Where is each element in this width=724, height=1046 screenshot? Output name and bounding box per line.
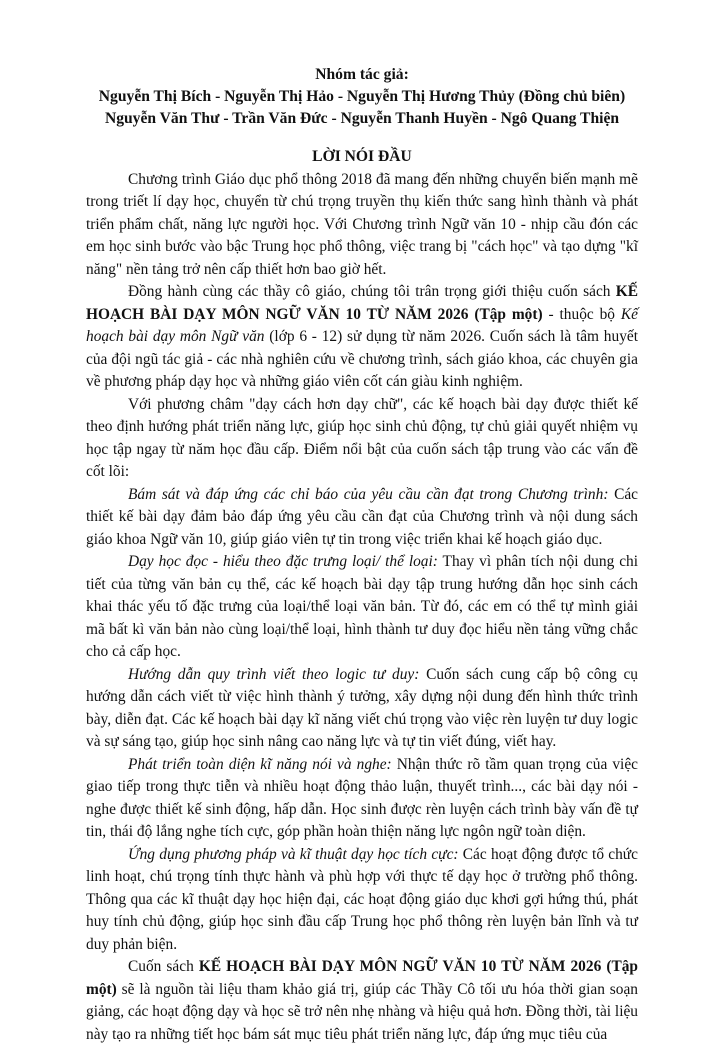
paragraph-2-text-a: Đồng hành cùng các thầy cô giáo, chúng tôi trân trọng giới thiệu cuốn sách	[128, 283, 616, 300]
book-title-bold-2: KẾ HOẠCH BÀI DẠY MÔN NGỮ VĂN 10 TỪ NĂM 2026 (Tập một)	[86, 958, 638, 998]
paragraph-3	[86, 394, 638, 484]
page-title: LỜI NÓI ĐẦU	[312, 148, 412, 165]
point-4-text: Nhận thức rõ tầm quan trọng của việc giao tiếp trong thực tiễn và nhiều hoạt động thảo luận, thuyết trình..., các bài dạy nói - nghe được thiết kế sinh động, hấp dẫn. Học sinh được rèn luyện cách trình bày vấn đề tự tin, thái độ lắng nghe tích cực, góp phần hoàn thiện năng lực ngôn ngữ toàn diện.	[86, 755, 638, 840]
paragraph-1	[86, 169, 638, 282]
point-4-heading: Phát triển toàn diện kĩ năng nói và nghe:	[128, 755, 392, 773]
paragraph-2-text-b: - thuộc bộ	[542, 305, 621, 323]
paragraph-7	[86, 754, 638, 844]
paragraph-9-text-a: Cuốn sách	[128, 958, 199, 975]
paragraph-9-text-b: sẽ là nguồn tài liệu tham khảo giá trị, giúp các Thầy Cô tối ưu hóa thời gian soạn giảng, các hoạt động dạy và học sẽ trở nên nhẹ nhàng và hiệu quả hơn. Đồng thời, tài liệu này tạo ra những tiết học bám sát mục tiêu phát triển năng lực, đáp ứng mục tiêu của	[86, 980, 638, 1043]
point-1-text: Các thiết kế bài dạy đảm bảo đáp ứng yêu cầu cần đạt của Chương trình và nội dung sách giáo khoa Ngữ văn 10, giúp giáo viên tự tin trong việc triển khai kế hoạch giáo dục.	[86, 485, 638, 548]
point-5-heading: Ứng dụng phương pháp và kĩ thuật dạy học tích cực:	[128, 845, 459, 863]
author-block	[86, 64, 638, 130]
point-2-text: Thay vì phân tích nội dung chi tiết của từng văn bản cụ thể, các kế hoạch bài dạy tập trung hướng dẫn học sinh cách khai thác yếu tố đặc trưng của loại/thể loại văn bản. Từ đó, các em có thể tự mình giải mã bất kì văn bản nào cùng loại/thể loại, hình thành tư duy đọc hiểu nền tảng vững chắc cho cả cấp học.	[86, 553, 639, 660]
authors-heading: Nhóm tác giả:	[315, 66, 409, 83]
authors-line-1: Nguyễn Thị Bích - Nguyễn Thị Hảo - Nguyễn Thị Hương Thủy (Đồng chủ biên)	[98, 88, 626, 105]
paragraph-8	[86, 844, 638, 957]
point-1-heading: Bám sát và đáp ứng các chỉ báo của yêu cầu cần đạt trong Chương trình:	[128, 485, 609, 503]
paragraph-5	[86, 551, 638, 664]
book-title-bold: KẾ HOẠCH BÀI DẠY MÔN NGỮ VĂN 10 TỪ NĂM 2026 (Tập một)	[86, 283, 638, 323]
paragraph-1-text: Chương trình Giáo dục phổ thông 2018 đã mang đến những chuyển biến mạnh mẽ trong triết lí dạy học, chuyển từ chú trọng truyền thụ kiến thức sang hình thành và phát triển phẩm chất, năng lực người học. Với Chương trình Ngữ văn 10 - nhịp cầu đón các em học sinh bước vào bậc Trung học phổ thông, việc trang bị "cách học" và tạo dựng "kĩ năng" nền tảng trở nên cấp thiết hơn bao giờ hết.	[86, 170, 638, 278]
paragraph-2-text-c: (lớp 6 - 12) sử dụng từ năm 2026. Cuốn sách là tâm huyết của đội ngũ tác giả - các nhà nghiên cứu về chương trình, sách giáo khoa, các chuyên gia về phương pháp dạy học và những giáo viên cốt cán giàu kinh nghiệm.	[86, 328, 639, 390]
paragraph-6	[86, 664, 638, 754]
paragraph-3-text: Với phương châm "dạy cách hơn dạy chữ", các kế hoạch bài dạy được thiết kế theo định hướng phát triển năng lực, giúp học sinh chủ động, tự chủ giải quyết nhiệm vụ học tập ngay từ năm học đầu cấp. Điểm nổi bật của cuốn sách tập trung vào các vấn đề cốt lõi:	[86, 395, 638, 480]
paragraph-9	[86, 956, 638, 1046]
point-3-text: Cuốn sách cung cấp bộ công cụ hướng dẫn cách viết từ việc hình thành ý tưởng, xây dựng nội dung đến hình thức trình bày, diễn đạt. Các kế hoạch bài dạy kĩ năng viết chú trọng vào việc rèn luyện tư duy logic và sự sáng tạo, giúp học sinh nâng cao năng lực và tự tin viết đúng, viết hay.	[86, 665, 638, 750]
point-5-text: Các hoạt động được tổ chức linh hoạt, chú trọng tính thực hành và phù hợp với thực tế dạy học ở trường phổ thông. Thông qua các kĩ thuật dạy học hiện đại, các hoạt động giáo dục khơi gợi hứng thú, phát huy tính chủ động, giúp học sinh đầu cấp Trung học phổ thông rèn luyện bản lĩnh và tư duy phản biện.	[86, 845, 638, 953]
series-title-italic: Kế hoạch bài dạy môn Ngữ văn	[86, 305, 638, 345]
point-3-heading: Hướng dẫn quy trình viết theo logic tư duy:	[128, 665, 420, 683]
point-2-heading: Dạy học đọc - hiểu theo đặc trưng loại/ thể loại:	[128, 553, 438, 570]
paragraph-4	[86, 484, 638, 552]
authors-line-2: Nguyễn Văn Thư - Trần Văn Đức - Nguyễn Thanh Huyền - Ngô Quang Thiện	[104, 110, 620, 127]
paragraph-2	[86, 281, 638, 394]
